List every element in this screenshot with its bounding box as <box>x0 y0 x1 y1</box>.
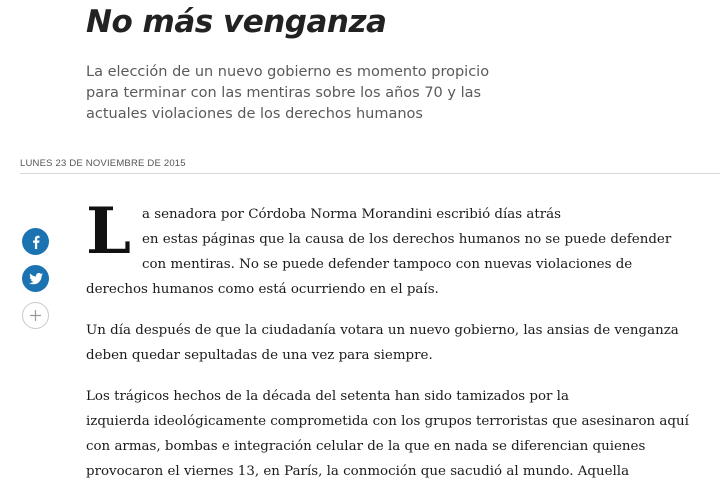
twitter-share-button[interactable] <box>22 265 49 292</box>
paragraph <box>86 318 706 368</box>
paragraph-line: a senadora por Córdoba Norma Morandini escribió días atrás <box>142 207 562 222</box>
article-body <box>86 194 706 500</box>
paragraph <box>86 194 706 302</box>
paragraph-line: en estas páginas que la causa de los derechos humanos no se puede defender <box>142 232 672 247</box>
twitter-icon <box>29 273 43 285</box>
paragraph-line: derechos humanos como está ocurriendo en el país. <box>86 282 439 297</box>
subtitle-line: actuales violaciones de los derechos humanos <box>86 106 423 122</box>
subtitle-line: para terminar con las mentiras sobre los años 70 y las <box>86 85 482 101</box>
paragraph-line: provocaron el viernes 13, en París, la conmoción que sacudió al mundo. Aquella <box>86 464 630 479</box>
publish-date: LUNES 23 DE NOVIEMBRE DE 2015 <box>20 158 720 174</box>
article-subtitle <box>86 62 506 125</box>
paragraph-line: con mentiras. No se puede defender tampoco con nuevas violaciones de <box>142 257 633 272</box>
paragraph-line: con armas, bombas e integración celular de la que en nada se diferencian quienes <box>86 439 646 454</box>
subtitle-line: La elección de un nuevo gobierno es momento propicio <box>86 64 490 80</box>
share-bar <box>22 228 52 339</box>
paragraph-line: Un día después de que la ciudadanía votara un nuevo gobierno, las ansias de venganza <box>86 323 679 338</box>
paragraph-line: izquierda ideológicamente comprometida con los grupos terroristas que asesinaron aquí <box>86 414 689 429</box>
facebook-icon <box>30 235 42 249</box>
paragraph-line: deben quedar sepultadas de una vez para siempre. <box>86 348 433 363</box>
more-share-button[interactable] <box>22 302 49 329</box>
article-title: No más venganza <box>86 4 387 40</box>
paragraph <box>86 384 706 484</box>
drop-cap: L <box>86 194 131 269</box>
plus-icon <box>30 310 41 321</box>
paragraph-line: Los trágicos hechos de la década del setenta han sido tamizados por la <box>86 389 569 404</box>
facebook-share-button[interactable] <box>22 228 49 255</box>
